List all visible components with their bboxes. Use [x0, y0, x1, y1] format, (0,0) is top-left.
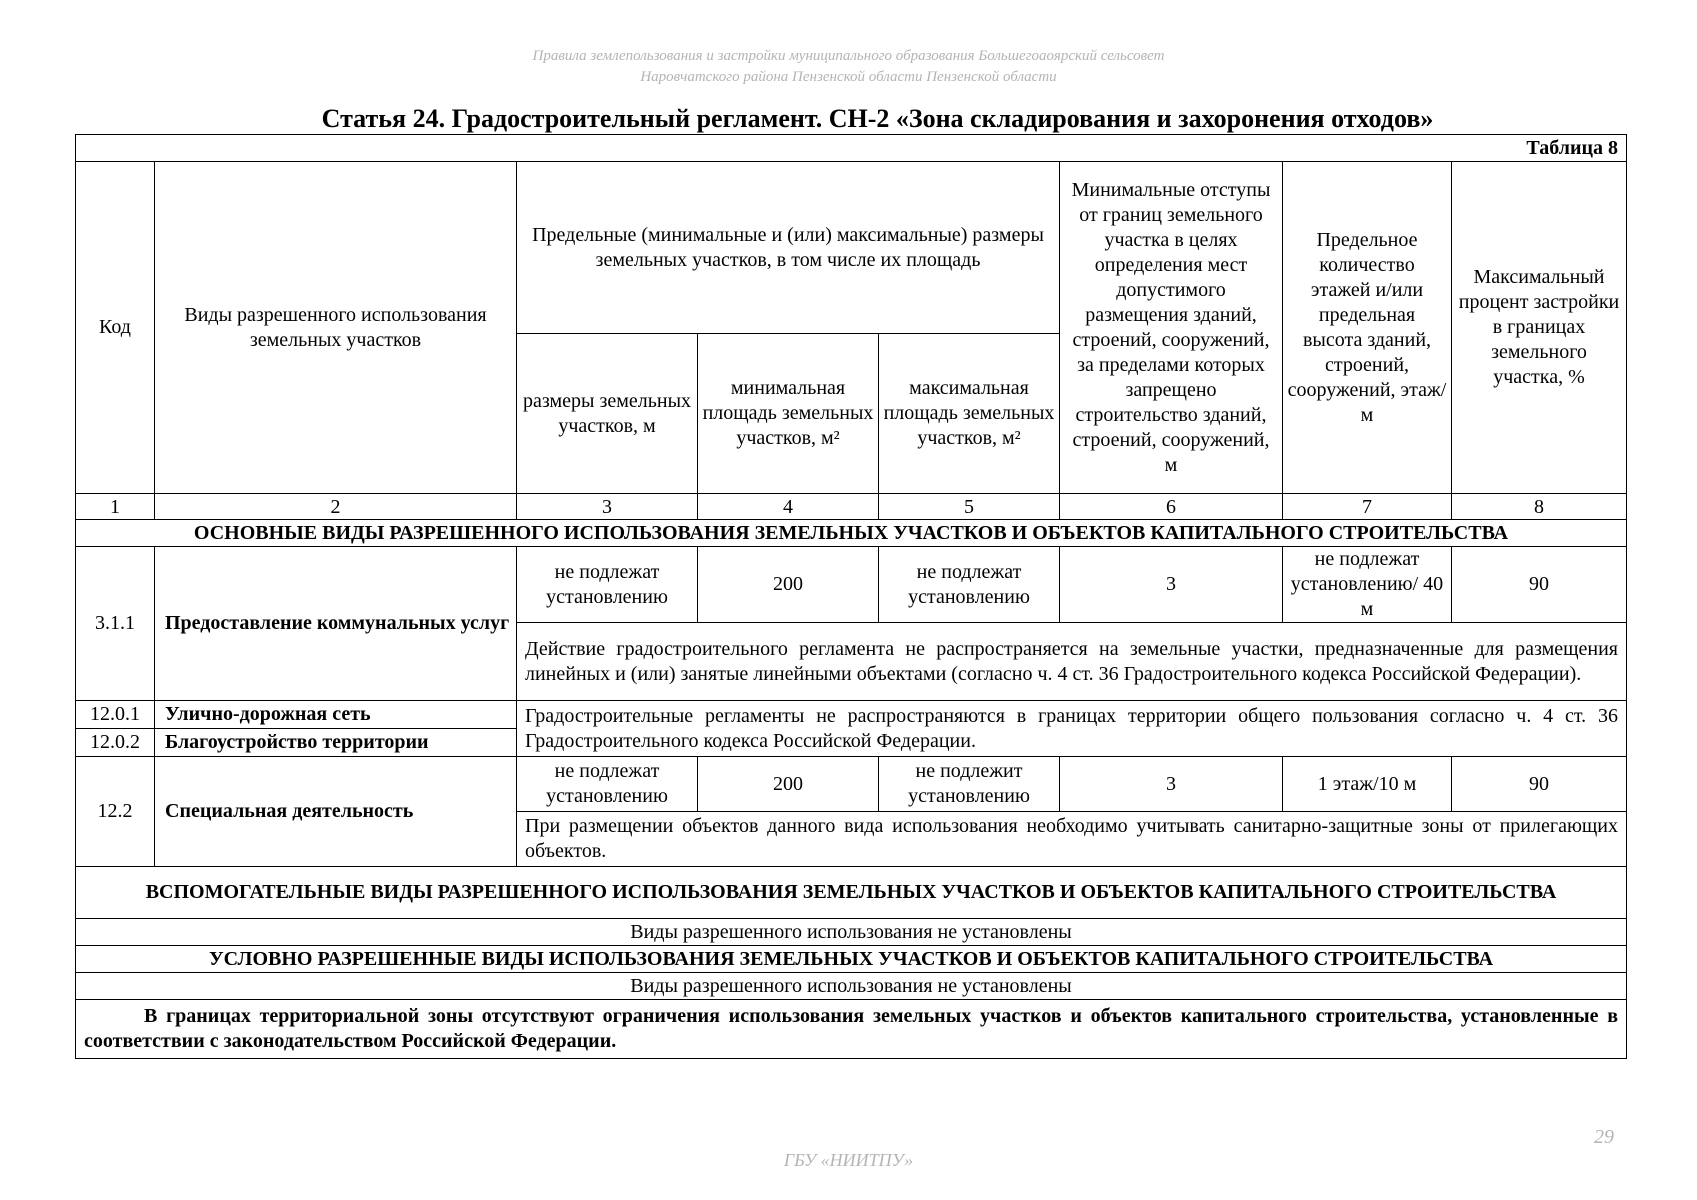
- footer-note: [76, 1000, 1627, 1059]
- row-min-area: 200: [698, 547, 879, 623]
- row-setback: 3: [1060, 547, 1283, 623]
- column-number: 4: [698, 494, 879, 520]
- footer-note-text: В границах территориальной зоны отсутствуют ограничения использования земельных участков и объектов капитального строительства, установленные в соответствии с законодательством Российской Федерации.: [84, 1005, 1618, 1052]
- article-title: Статья 24. Градостроительный регламент. СН-2 «Зона складирования и захоронения отходов»: [321, 104, 1434, 133]
- section-conditional-heading: УСЛОВНО РАЗРЕШЕННЫЕ ВИДЫ ИСПОЛЬЗОВАНИЯ ЗЕМЕЛЬНЫХ УЧАСТКОВ И ОБЪЕКТОВ КАПИТАЛЬНОГО СТРОИТЕЛЬСТВА: [76, 946, 1627, 973]
- header-sizes-group: Предельные (минимальные и (или) максимальные) размеры земельных участков, в том числе их площадь: [517, 162, 1060, 334]
- header-min-area: минимальная площадь земельных участков, м²: [698, 334, 879, 494]
- header-setbacks: Минимальные отступы от границ земельного участка в целях определения мест допустимого размещения зданий, строений, сооружений, за пределами которых запрещено строительство зданий, строений, сооружений, м: [1060, 162, 1283, 494]
- column-number: 7: [1283, 494, 1452, 520]
- section-aux-heading: ВСПОМОГАТЕЛЬНЫЕ ВИДЫ РАЗРЕШЕННОГО ИСПОЛЬЗОВАНИЯ ЗЕМЕЛЬНЫХ УЧАСТКОВ И ОБЪЕКТОВ КАПИТАЛЬНОГО СТРОИТЕЛЬСТВА: [76, 867, 1627, 919]
- row-name: Специальная деятельность: [155, 757, 517, 867]
- column-number: 2: [155, 494, 517, 520]
- row-floors: не подлежат установлению/ 40 м: [1283, 547, 1452, 623]
- header-coverage: Максимальный процент застройки в границах земельного участка, %: [1452, 162, 1627, 494]
- column-number: 8: [1452, 494, 1627, 520]
- row-max-area: не подлежит установлению: [879, 757, 1060, 812]
- row-floors: 1 этаж/10 м: [1283, 757, 1452, 812]
- table-label: Таблица 8: [76, 135, 1627, 162]
- column-number-row: [76, 494, 1627, 520]
- aux-text: Виды разрешенного использования не установлены: [76, 919, 1627, 946]
- column-number: 6: [1060, 494, 1283, 520]
- row-code: 12.2: [76, 757, 155, 867]
- row-code: 12.0.1: [76, 701, 155, 729]
- column-number: 1: [76, 494, 155, 520]
- running-header: [0, 46, 1697, 88]
- row-note: При размещении объектов данного вида использования необходимо учитывать санитарно-защитные зоны от прилегающих объектов.: [517, 812, 1627, 867]
- header-floors: Предельное количество этажей и/или предельная высота зданий, строений, сооружений, этаж/м: [1283, 162, 1452, 494]
- header-code: Код: [76, 162, 155, 494]
- column-number: 3: [517, 494, 698, 520]
- conditional-text: Виды разрешенного использования не установлены: [76, 973, 1627, 1000]
- row-name: Благоустройство территории: [155, 729, 517, 757]
- row-code: 3.1.1: [76, 547, 155, 701]
- header-max-area: максимальная площадь земельных участков, м²: [879, 334, 1060, 494]
- row-coverage: 90: [1452, 547, 1627, 623]
- row-sizes: не подлежат установлению: [517, 547, 698, 623]
- page-number: 29: [1594, 1126, 1614, 1148]
- running-header-line2: Наровчатского района Пензенской области Пензенской области: [640, 69, 1057, 85]
- row-min-area: 200: [698, 757, 879, 812]
- row-max-area: не подлежат установлению: [879, 547, 1060, 623]
- section-main-heading: ОСНОВНЫЕ ВИДЫ РАЗРЕШЕННОГО ИСПОЛЬЗОВАНИЯ ЗЕМЕЛЬНЫХ УЧАСТКОВ И ОБЪЕКТОВ КАПИТАЛЬНОГО СТРОИТЕЛЬСТВА: [76, 520, 1627, 547]
- row-coverage: 90: [1452, 757, 1627, 812]
- row-name: Предоставление коммунальных услуг: [155, 547, 517, 701]
- regulation-table: [75, 134, 1627, 1059]
- row-code: 12.0.2: [76, 729, 155, 757]
- row-setback: 3: [1060, 757, 1283, 812]
- row-note: Действие градостроительного регламента не распространяется на земельные участки, предназначенные для размещения линейных и (или) занятые линейными объектами (согласно ч. 4 ст. 36 Градостроительного кодекса Российской Федерации).: [517, 623, 1627, 701]
- row-name: Улично-дорожная сеть: [155, 701, 517, 729]
- row-note: Градостроительные регламенты не распространяются в границах территории общего пользования согласно ч. 4 ст. 36 Градостроительного кодекса Российской Федерации.: [517, 701, 1627, 757]
- header-uses: Виды разрешенного использования земельных участков: [155, 162, 517, 494]
- running-header-line1: Правила землепользования и застройки муниципального образования Большегоаоярский сельсовет: [532, 48, 1165, 64]
- column-number: 5: [879, 494, 1060, 520]
- page-footer: ГБУ «НИИТПУ»: [783, 1150, 914, 1170]
- header-sizes: размеры земельных участков, м: [517, 334, 698, 494]
- row-sizes: не подлежат установлению: [517, 757, 698, 812]
